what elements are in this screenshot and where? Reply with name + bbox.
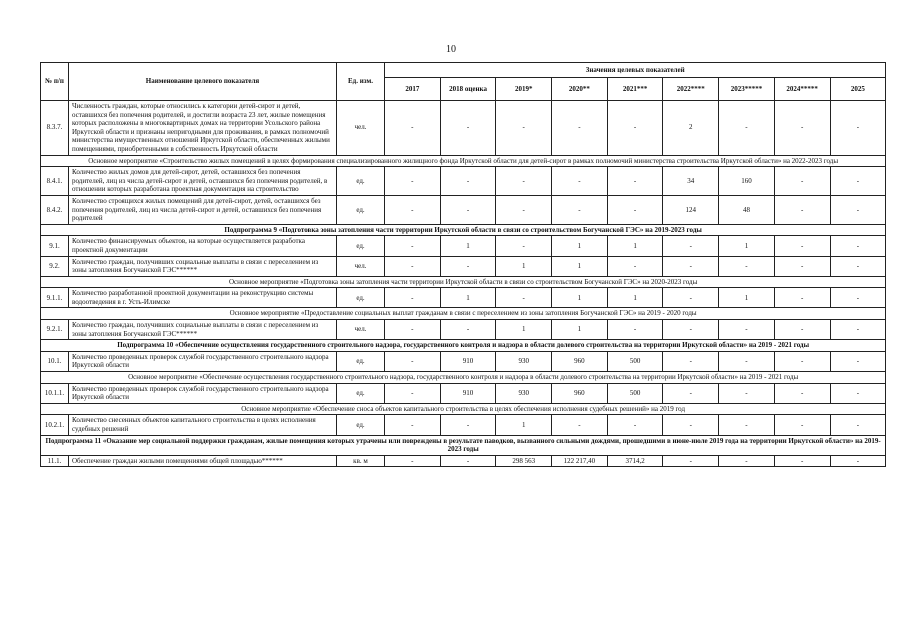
value-cell: 1 [719, 288, 775, 308]
value-cell: - [440, 320, 496, 340]
unit-cell: ед. [337, 415, 385, 435]
unit-cell: кв. м [337, 455, 385, 467]
value-cell: - [830, 167, 886, 196]
value-cell: - [719, 455, 775, 467]
section-row [41, 276, 886, 288]
section-row [41, 224, 886, 236]
value-cell: 1 [552, 236, 608, 256]
value-cell: - [385, 288, 441, 308]
value-cell: - [719, 383, 775, 403]
value-cell: - [830, 101, 886, 156]
value-cell: - [496, 195, 552, 224]
value-cell: - [496, 101, 552, 156]
value-cell: - [440, 455, 496, 467]
value-cell: - [552, 101, 608, 156]
value-cell: - [719, 415, 775, 435]
value-cell: 3714,2 [607, 455, 663, 467]
indicator-name: Количество разработанной проектной документации на реконструкцию системы водоотведения в г. Усть-Илимске [69, 288, 337, 308]
value-cell: 500 [607, 351, 663, 371]
value-cell: - [385, 415, 441, 435]
value-cell: 1 [719, 236, 775, 256]
row-number: 10.1.1. [41, 383, 69, 403]
value-cell: - [663, 415, 719, 435]
row-number: 9.2. [41, 256, 69, 276]
value-cell: - [830, 236, 886, 256]
value-cell: 1 [440, 236, 496, 256]
value-cell: 1 [496, 415, 552, 435]
main-activity-title: Основное мероприятие «Обеспечение осуществления государственного строительного надзора, государственного контроля и надзора в области долевого строительства на территории Иркутской области» на 2019 - 2021 годы [41, 372, 886, 384]
unit-cell: чел. [337, 101, 385, 156]
value-cell: - [385, 351, 441, 371]
unit-cell: ед. [337, 167, 385, 196]
value-cell: - [385, 256, 441, 276]
value-cell: - [385, 383, 441, 403]
value-cell: 160 [719, 167, 775, 196]
section-row [41, 308, 886, 320]
value-cell: - [607, 256, 663, 276]
table-row [41, 415, 886, 435]
value-cell: - [440, 195, 496, 224]
row-number: 10.1. [41, 351, 69, 371]
row-number: 8.4.2. [41, 195, 69, 224]
value-cell: - [774, 320, 830, 340]
header-year: 2024***** [774, 78, 830, 101]
row-number: 9.1. [41, 236, 69, 256]
value-cell: - [607, 167, 663, 196]
unit-cell: чел. [337, 256, 385, 276]
subprogram-title: Подпрограмма 9 «Подготовка зоны затопления части территории Иркутской области в связи со строительством Богучанской ГЭС» на 2019-2023 годы [41, 224, 886, 236]
value-cell: - [774, 383, 830, 403]
header-year: 2021*** [607, 78, 663, 101]
value-cell: - [440, 101, 496, 156]
value-cell: 910 [440, 351, 496, 371]
header-year: 2017 [385, 78, 441, 101]
value-cell: - [830, 320, 886, 340]
value-cell: - [830, 415, 886, 435]
table-row [41, 236, 886, 256]
value-cell: - [663, 383, 719, 403]
unit-cell: чел. [337, 320, 385, 340]
unit-cell: ед. [337, 351, 385, 371]
indicator-name: Количество проведенных проверок службой государственного строительного надзора Иркутской области [69, 383, 337, 403]
value-cell: 910 [440, 383, 496, 403]
section-row [41, 435, 886, 455]
value-cell: - [774, 195, 830, 224]
value-cell: - [496, 236, 552, 256]
value-cell: 960 [552, 383, 608, 403]
indicator-name: Количество строящихся жилых помещений для детей-сирот, детей, оставшихся без попечения родителей, лиц из числа детей-сирот и детей, оставшихся без попечения родителей [69, 195, 337, 224]
value-cell: 960 [552, 351, 608, 371]
value-cell: - [607, 101, 663, 156]
value-cell: - [830, 455, 886, 467]
page-number: 10 [446, 44, 456, 55]
unit-cell: ед. [337, 288, 385, 308]
header-year: 2022**** [663, 78, 719, 101]
value-cell: - [607, 195, 663, 224]
header-year: 2020** [552, 78, 608, 101]
row-number: 8.3.7. [41, 101, 69, 156]
row-number: 10.2.1. [41, 415, 69, 435]
value-cell: - [830, 195, 886, 224]
value-cell: - [496, 288, 552, 308]
indicator-name: Количество снесенных объектов капитального строительства в целях исполнения судебных решений [69, 415, 337, 435]
value-cell: - [774, 167, 830, 196]
table-row [41, 195, 886, 224]
header-year: 2019* [496, 78, 552, 101]
value-cell: - [830, 383, 886, 403]
section-row [41, 372, 886, 384]
value-cell: - [774, 415, 830, 435]
header-year: 2018 оценка [440, 78, 496, 101]
value-cell: - [552, 195, 608, 224]
value-cell: 1 [496, 256, 552, 276]
value-cell: - [663, 455, 719, 467]
value-cell: - [385, 236, 441, 256]
value-cell: - [607, 320, 663, 340]
value-cell: - [663, 320, 719, 340]
value-cell: - [552, 167, 608, 196]
row-number: 9.1.1. [41, 288, 69, 308]
value-cell: 2 [663, 101, 719, 156]
value-cell: - [719, 320, 775, 340]
table-row [41, 455, 886, 467]
unit-cell: ед. [337, 195, 385, 224]
value-cell: 500 [607, 383, 663, 403]
indicator-name: Количество проведенных проверок службой государственного строительного надзора Иркутской области [69, 351, 337, 371]
value-cell: 1 [552, 288, 608, 308]
value-cell: - [774, 351, 830, 371]
value-cell: - [440, 167, 496, 196]
main-activity-title: Основное мероприятие «Строительство жилых помещений в целях формирования специализированного жилищного фонда Иркутской области для детей-сирот в рамках полномочий министерства строительства Иркутской области» на 2022-2023 годы [41, 155, 886, 167]
table-row [41, 320, 886, 340]
header-year: 2025 [830, 78, 886, 101]
header-year: 2023***** [719, 78, 775, 101]
value-cell: - [385, 455, 441, 467]
value-cell: - [719, 256, 775, 276]
value-cell: 298 563 [496, 455, 552, 467]
header-num: № п/п [41, 63, 69, 101]
table-row [41, 383, 886, 403]
table-row [41, 288, 886, 308]
main-activity-title: Основное мероприятие «Обеспечение сноса объектов капитального строительства в целях обеспечения исполнения судебных решений» на 2019 год [41, 403, 886, 415]
indicator-name: Количество жилых домов для детей-сирот, детей, оставшихся без попечения родителей, лиц из числа детей-сирот и детей, оставшихся без попечения родителей, в отношении которых разработана проектная документация на строительство [69, 167, 337, 196]
value-cell: - [385, 167, 441, 196]
value-cell: 1 [440, 288, 496, 308]
value-cell: 34 [663, 167, 719, 196]
subprogram-title: Подпрограмма 11 «Оказание мер социальной поддержки гражданам, жилые помещения которых утрачены или повреждены в результате паводков, вызванного сильными дождями, прошедшими в июне-июле 2019 года на территории Иркутской области» на 2019-2023 годы [41, 435, 886, 455]
value-cell: - [440, 256, 496, 276]
table-row [41, 256, 886, 276]
value-cell: - [663, 351, 719, 371]
table-row [41, 351, 886, 371]
section-row [41, 155, 886, 167]
section-row [41, 340, 886, 352]
value-cell: 1 [552, 320, 608, 340]
value-cell: - [552, 415, 608, 435]
value-cell: 1 [552, 256, 608, 276]
header-unit: Ед. изм. [337, 63, 385, 101]
header-row-top [41, 63, 886, 78]
value-cell: - [607, 415, 663, 435]
value-cell: - [496, 167, 552, 196]
value-cell: - [440, 415, 496, 435]
unit-cell: ед. [337, 383, 385, 403]
indicator-name: Количество граждан, получивших социальные выплаты в связи с переселением из зоны затопления Богучанской ГЭС****** [69, 256, 337, 276]
row-number: 11.1. [41, 455, 69, 467]
value-cell: - [774, 256, 830, 276]
value-cell: - [830, 256, 886, 276]
value-cell: 124 [663, 195, 719, 224]
subprogram-title: Подпрограмма 10 «Обеспечение осуществления государственного строительного надзора, государственного контроля и надзора в области долевого строительства на территории Иркутской области» на 2019 - 2021 годы [41, 340, 886, 352]
target-indicators-table [40, 62, 886, 467]
header-name: Наименование целевого показателя [69, 63, 337, 101]
value-cell: 48 [719, 195, 775, 224]
value-cell: 1 [607, 236, 663, 256]
indicator-name: Количество граждан, получивших социальные выплаты в связи с переселением из зоны затопления Богучанской ГЭС****** [69, 320, 337, 340]
value-cell: - [774, 288, 830, 308]
value-cell: 930 [496, 351, 552, 371]
header-values-title: Значения целевых показателей [385, 63, 886, 78]
row-number: 8.4.1. [41, 167, 69, 196]
value-cell: - [774, 101, 830, 156]
value-cell: - [385, 320, 441, 340]
table-row [41, 167, 886, 196]
row-number: 9.2.1. [41, 320, 69, 340]
value-cell: 122 217,40 [552, 455, 608, 467]
value-cell: 930 [496, 383, 552, 403]
value-cell: - [663, 256, 719, 276]
table-body [41, 101, 886, 467]
value-cell: - [385, 101, 441, 156]
indicator-name: Количество финансируемых объектов, на которые осуществляется разработка проектной документации [69, 236, 337, 256]
section-row [41, 403, 886, 415]
value-cell: 1 [496, 320, 552, 340]
value-cell: - [830, 351, 886, 371]
indicator-name: Численность граждан, которые относились к категории детей-сирот и детей, оставшихся без попечения родителей, и достигли возраста 23 лет, жилые помещения которых расположены в многоквартирных домах на территории Усольского района Иркутской области и признаны непригодными для проживания, в рамках полномочий министерства имущественных отношений Иркутской области, обеспеченных жилыми помещениями, приобретенными в собственность Иркутской области [69, 101, 337, 156]
value-cell: 1 [607, 288, 663, 308]
value-cell: - [830, 288, 886, 308]
main-activity-title: Основное мероприятие «Предоставление социальных выплат гражданам в связи с переселением из зоны затопления Богучанской ГЭС» на 2019 - 2020 годы [41, 308, 886, 320]
table-row [41, 101, 886, 156]
value-cell: - [774, 236, 830, 256]
value-cell: - [385, 195, 441, 224]
value-cell: - [774, 455, 830, 467]
unit-cell: ед. [337, 236, 385, 256]
value-cell: - [663, 236, 719, 256]
value-cell: - [719, 101, 775, 156]
indicator-name: Обеспечение граждан жилыми помещениями общей площадью****** [69, 455, 337, 467]
main-activity-title: Основное мероприятие «Подготовка зоны затопления части территории Иркутской области в связи со строительством Богучанской ГЭС» на 2020-2023 годы [41, 276, 886, 288]
value-cell: - [663, 288, 719, 308]
value-cell: - [719, 351, 775, 371]
